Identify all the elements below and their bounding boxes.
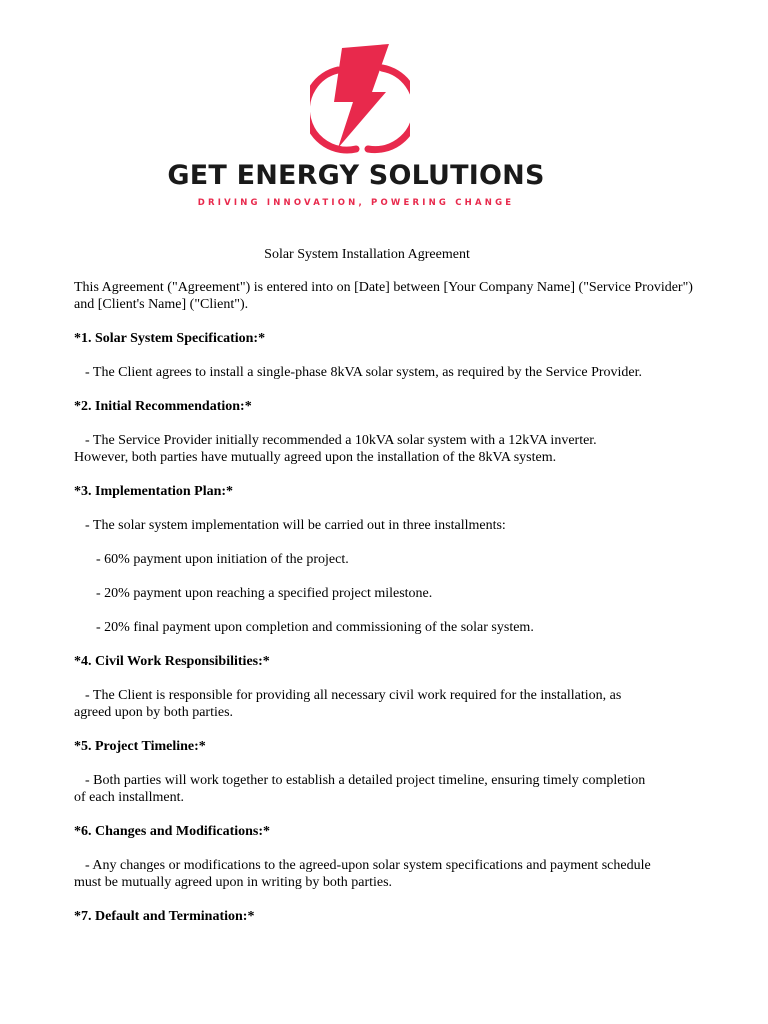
lightning-bolt-circle-icon (310, 42, 410, 154)
section-heading-5: *5. Project Timeline:* (74, 739, 206, 754)
section-text-4 (74, 687, 714, 721)
section-text-6-line-2: must be mutually agreed upon in writing by both parties. (74, 875, 393, 890)
section-text-3: - The solar system implementation will be carried out in three installments: (85, 518, 506, 533)
intro-paragraph: This Agreement ("Agreement") is entered into on [Date] between [Your Company Name] ("Service Provider") and [Client's Name] ("Client"). (74, 280, 693, 312)
list-item: - 20% payment upon reaching a specified project milestone. (96, 586, 433, 601)
section-heading-3: *3. Implementation Plan:* (74, 484, 234, 499)
section-heading-2: *2. Initial Recommendation:* (74, 399, 252, 414)
section-text-1: - The Client agrees to install a single-phase 8kVA solar system, as required by the Service Provider. (85, 365, 643, 380)
section-text-2 (74, 432, 714, 466)
section-text-4-line-2: agreed upon by both parties. (74, 705, 234, 720)
section-heading-1: *1. Solar System Specification:* (74, 331, 266, 346)
brand-tagline: DRIVING INNOVATION, POWERING CHANGE (197, 198, 515, 208)
company-logo (0, 38, 768, 218)
list-item: - 20% final payment upon completion and commissioning of the solar system. (96, 620, 534, 635)
section-text-5-line-1: - Both parties will work together to establish a detailed project timeline, ensuring timely completion (85, 773, 646, 788)
agreement-document (74, 246, 714, 942)
section-text-2-line-2: However, both parties have mutually agreed upon the installation of the 8kVA system. (74, 450, 557, 465)
section-heading-4: *4. Civil Work Responsibilities:* (74, 654, 270, 669)
section-text-6-line-1: - Any changes or modifications to the agreed-upon solar system specifications and payment schedule (85, 858, 651, 873)
section-text-5-line-2: of each installment. (74, 790, 185, 805)
brand-name: GET ENERGY SOLUTIONS (167, 160, 545, 191)
section-heading-7: *7. Default and Termination:* (74, 909, 255, 924)
document-title: Solar System Installation Agreement (264, 247, 470, 262)
section-text-5 (74, 772, 714, 806)
section-text-4-line-1: - The Client is responsible for providing all necessary civil work required for the installation, as (85, 688, 622, 703)
section-heading-6: *6. Changes and Modifications:* (74, 824, 271, 839)
list-item: - 60% payment upon initiation of the project. (96, 552, 349, 567)
section-text-2-line-1: - The Service Provider initially recommended a 10kVA solar system with a 12kVA inverter. (85, 433, 597, 448)
section-text-6 (74, 857, 714, 891)
